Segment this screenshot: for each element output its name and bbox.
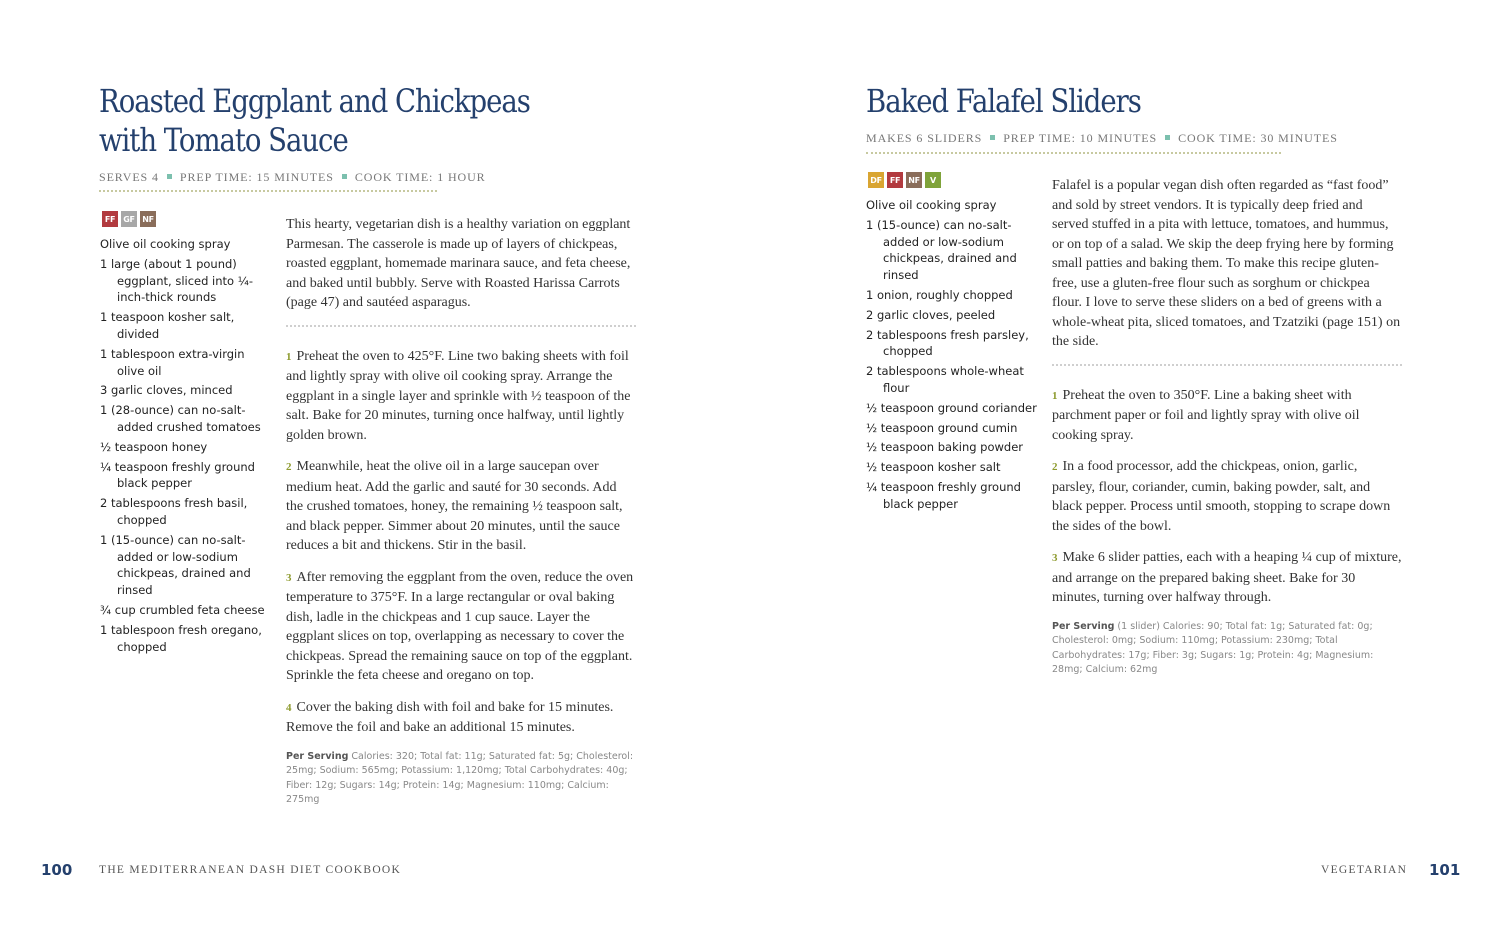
ingredient-item: 1 large (about 1 pound) eggplant, sliced into ¼-inch-thick rounds <box>100 256 254 305</box>
instructions <box>1052 386 1402 608</box>
diet-badges <box>868 172 941 188</box>
step-number: 1 <box>1052 389 1058 402</box>
nutrition-text: Calories: 320; Total fat: 11g; Saturated fat: 5g; Cholesterol: 25mg; Sodium: 565mg; Potassium: 1,120mg; Total Carbohydrates: 40g; Fiber: 12g; Sugars: 14g; Protein: 14g; Magnesium: 110mg; Calcium: 275mg <box>286 750 634 806</box>
page-number: 100 <box>41 861 73 879</box>
ingredient-item: 1 onion, roughly chopped <box>866 287 1013 302</box>
ingredient-item: ½ teaspoon honey <box>100 439 208 454</box>
ingredient-item: 1 (28-ounce) can no-salt-added crushed tomatoes <box>100 403 261 434</box>
step-text: Meanwhile, heat the olive oil in a large saucepan over medium heat. Add the garlic and sauté for 30 seconds. Add the crushed tomatoes, honey, the remaining ½ teaspoon salt, and black pepper. Simmer about 20 minutes, until the sauce reduces a bit and thickens. Stir in the basil. <box>286 459 623 553</box>
running-head: VEGETARIAN <box>1321 864 1408 876</box>
page-number: 101 <box>1429 861 1461 879</box>
nutrition-label: Per Serving <box>286 750 349 762</box>
meta-divider <box>866 152 1281 154</box>
prep-time: PREP TIME: 10 MINUTES <box>1003 131 1158 145</box>
ingredient-item: ½ teaspoon ground coriander <box>866 400 1037 415</box>
title-line-2: with Tomato Sauce <box>99 121 348 159</box>
instruction-step <box>286 347 636 446</box>
recipe-body <box>1052 176 1402 678</box>
ingredient-item: 1 (15-ounce) can no-salt-added or low-sodium chickpeas, drained and rinsed <box>100 532 251 598</box>
step-number: 1 <box>286 350 292 363</box>
meta-divider <box>99 190 437 192</box>
diet-badge-ff: FF <box>102 211 118 227</box>
servings: MAKES 6 SLIDERS <box>866 131 983 145</box>
separator-dot <box>167 174 172 179</box>
ingredient-item: 2 tablespoons whole-wheat flour <box>866 364 1024 395</box>
step-number: 4 <box>286 701 292 714</box>
instructions <box>286 347 636 738</box>
recipe-intro: Falafel is a popular vegan dish often regarded as “fast food” and sold by street vendors. It is typically deep fried and served stuffed in a pita with lettuce, tomatoes, and hummus, or on top of a salad. We skip the deep frying here by forming small patties and baking them. To make this recipe gluten-free, use a gluten-free flour such as sorghum or chickpea flour. I love to serve these sliders on a bed of greens with a whole-wheat pita, sliced tomatoes, and Tzatziki (page 151) on the side. <box>1052 178 1401 349</box>
recipe-title <box>99 82 530 160</box>
nutrition-text: (1 slider) Calories: 90; Total fat: 1g; Saturated fat: 0g; Cholesterol: 0mg; Sodium: 110mg; Potassium: 230mg; Total Carbohydrates: 17g; Fiber: 3g; Sugars: 1g; Protein: 4g; Magnesium: 28mg; Calcium: 62mg <box>1052 620 1374 676</box>
prep-time: PREP TIME: 15 MINUTES <box>179 170 334 184</box>
ingredient-item: 1 teaspoon kosher salt, divided <box>100 310 235 341</box>
intro-divider <box>286 325 636 327</box>
ingredient-item: 3 garlic cloves, minced <box>100 383 233 398</box>
step-text: Cover the baking dish with foil and bake for 15 minutes. Remove the foil and bake an additional 15 minutes. <box>286 699 614 735</box>
diet-badge-ff: FF <box>887 172 903 188</box>
diet-badge-nf: NF <box>140 211 156 227</box>
ingredient-list <box>100 236 270 658</box>
ingredient-item: 1 (15-ounce) can no-salt-added or low-sodium chickpeas, drained and rinsed <box>866 217 1017 283</box>
nutrition-label: Per Serving <box>1052 620 1115 632</box>
running-head: THE MEDITERRANEAN DASH DIET COOKBOOK <box>99 864 402 876</box>
ingredient-item: 1 tablespoon extra-virgin olive oil <box>100 346 245 378</box>
separator-dot <box>342 174 347 179</box>
diet-badges <box>102 211 156 227</box>
cook-time: COOK TIME: 1 HOUR <box>354 170 486 184</box>
step-text: After removing the eggplant from the oven, reduce the oven temperature to 375°F. In a large rectangular or oval baking dish, ladle in the chickpeas and 1 cup sauce. Layer the eggplant slices on top, overlapping as necessary to cover the chickpeas. Spread the remaining sauce on top of the eggplant. Sprinkle the feta cheese and oregano on top. <box>286 569 634 683</box>
recipe-meta <box>866 131 1338 146</box>
step-number: 2 <box>1052 461 1058 473</box>
diet-badge-v: V <box>925 172 941 188</box>
recipe-intro: This hearty, vegetarian dish is a healthy variation on eggplant Parmesan. The casserole is made up of layers of chickpeas, roasted eggplant, homemade marinara sauce, and feta cheese, and baked until bubbly. Serve with Roasted Harissa Carrots (page 47) and sautéed asparagus. <box>286 217 631 310</box>
cook-time: COOK TIME: 30 MINUTES <box>1178 131 1338 145</box>
ingredient-item: 2 garlic cloves, peeled <box>866 307 996 322</box>
ingredient-list <box>866 197 1041 516</box>
step-number: 2 <box>286 461 292 473</box>
instruction-step <box>286 698 636 738</box>
instruction-step <box>1052 386 1402 446</box>
step-text: Preheat the oven to 350°F. Line a baking sheet with parchment paper or foil and lightly spray with olive oil cooking spray. <box>1052 387 1360 443</box>
ingredient-item: ½ teaspoon kosher salt <box>866 460 1001 475</box>
step-text: Preheat the oven to 425°F. Line two baking sheets with foil and lightly spray with olive oil cooking spray. Arrange the eggplant in a single layer and sprinkle with ½ teaspoon of the salt. Bake for 20 minutes, turning once halfway, until lightly golden brown. <box>286 348 631 443</box>
separator-dot <box>990 135 995 140</box>
instruction-step <box>286 568 636 686</box>
recipe-title: Baked Falafel Sliders <box>866 82 1141 120</box>
intro-divider <box>1052 364 1402 366</box>
ingredient-item: 2 tablespoons fresh basil, chopped <box>100 496 248 527</box>
diet-badge-nf: NF <box>906 172 922 188</box>
ingredient-item: ½ teaspoon ground cumin <box>866 420 1018 435</box>
instruction-step <box>1052 457 1402 536</box>
recipe-meta <box>99 170 486 185</box>
instruction-step <box>1052 548 1402 608</box>
nutrition-info <box>286 750 636 808</box>
diet-badge-df: DF <box>868 172 884 188</box>
ingredient-item: Olive oil cooking spray <box>100 237 231 251</box>
step-text: Make 6 slider patties, each with a heaping ¼ cup of mixture, and arrange on the prepared baking sheet. Bake for 30 minutes, turning over halfway through. <box>1052 550 1402 605</box>
instruction-step <box>286 457 636 556</box>
ingredient-item: ¾ cup crumbled feta cheese <box>100 602 265 617</box>
ingredient-item: 2 tablespoons fresh parsley, chopped <box>866 327 1029 359</box>
ingredient-item: ¼ teaspoon freshly ground black pepper <box>100 459 255 491</box>
step-number: 3 <box>1052 552 1058 564</box>
step-text: In a food processor, add the chickpeas, onion, garlic, parsley, flour, coriander, cumin, baking powder, salt, and black pepper. Process until smooth, stopping to scrape down the sides of the bowl. <box>1052 459 1391 534</box>
right-page <box>750 0 1500 925</box>
nutrition-info <box>1052 620 1402 678</box>
ingredient-item: Olive oil cooking spray <box>866 198 997 212</box>
separator-dot <box>1165 135 1170 140</box>
title-line-1: Roasted Eggplant and Chickpeas <box>99 82 530 120</box>
ingredient-item: 1 tablespoon fresh oregano, chopped <box>100 622 262 654</box>
ingredient-item: ½ teaspoon baking powder <box>866 440 1024 455</box>
servings: SERVES 4 <box>99 170 159 184</box>
ingredient-item: ¼ teaspoon freshly ground black pepper <box>866 479 1021 511</box>
step-number: 3 <box>286 571 292 584</box>
diet-badge-gf: GF <box>121 211 137 227</box>
recipe-body <box>286 215 636 808</box>
